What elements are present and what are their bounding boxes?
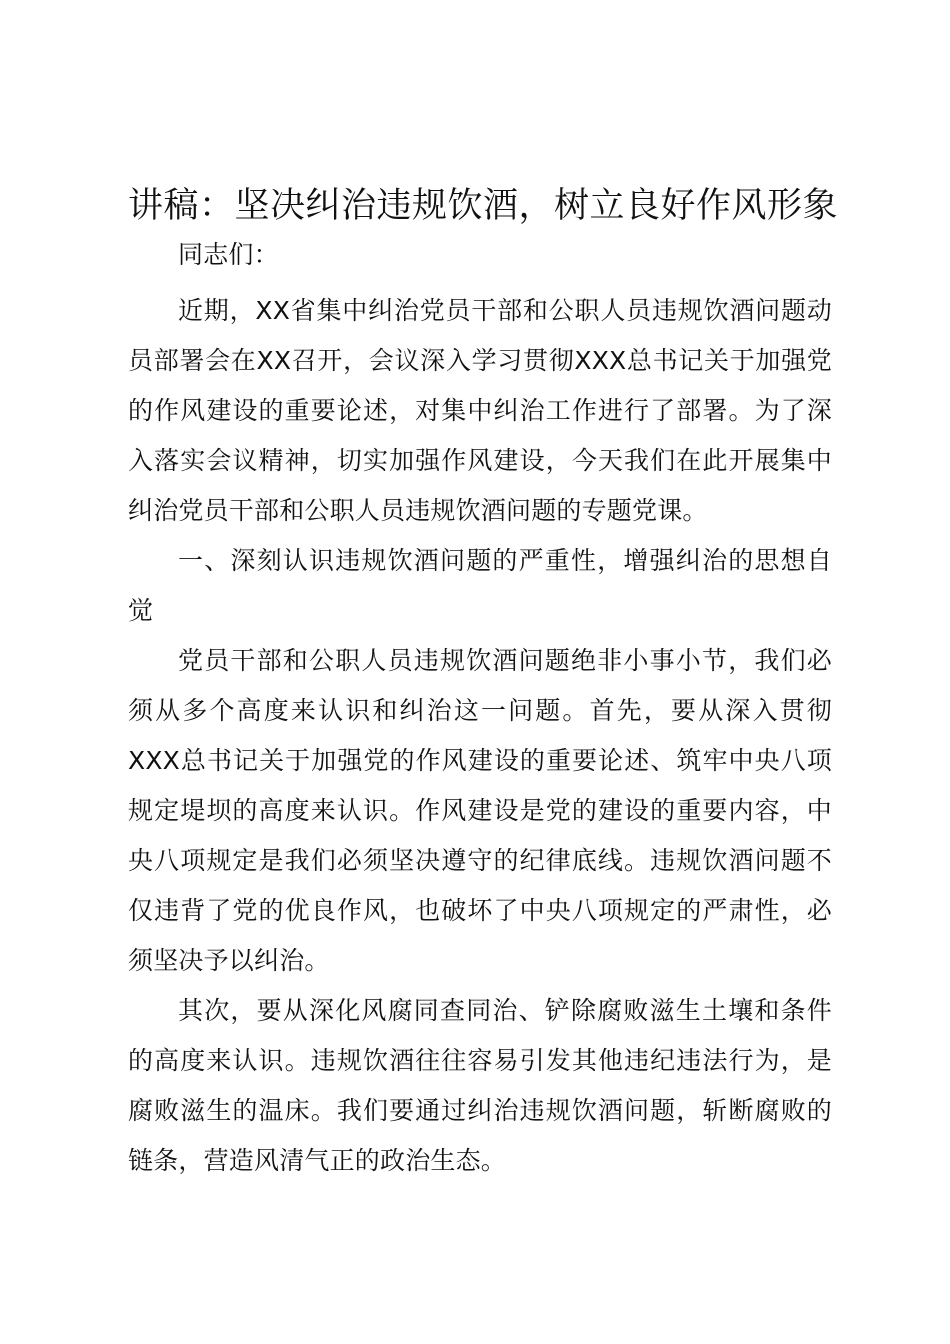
paragraph-intro: 近期，XX省集中纠治党员干部和公职人员违规饮酒问题动员部署会在XX召开，会议深入学习贯彻XXX总书记关于加强党的作风建设的重要论述，对集中纠治工作进行了部署。为了深入落实会议精神，切实加强作风建设，今天我们在此开展集中纠治党员干部和公职人员违规饮酒问题的专题党课。 <box>128 296 832 525</box>
paragraph-first: 党员干部和公职人员违规饮酒问题绝非小事小节，我们必须从多个高度来认识和纠治这一问题。首先，要从深入贯彻XXX总书记关于加强党的作风建设的重要论述、筑牢中央八项规定堤坝的高度来认识。作风建设是党的建设的重要内容，中央八项规定是我们必须坚决遵守的纪律底线。违规饮酒问题不仅违背了党的优良作风，也破坏了中央八项规定的严肃性，必须坚决予以纠治。 <box>128 646 832 975</box>
greeting: 同志们： <box>178 240 279 269</box>
document-title: 讲稿：坚决纠治违规饮酒，树立良好作风形象 <box>128 186 839 226</box>
paragraph-second: 其次，要从深化风腐同查同治、铲除腐败滋生土壤和条件的高度来认识。违规饮酒往往容易引发其他违纪违法行为，是腐败滋生的温床。我们要通过纠治违规饮酒问题，斩断腐败的链条，营造风清气正的政治生态。 <box>128 996 832 1175</box>
document-body <box>128 230 832 1186</box>
section-heading-1: 一、深刻认识违规饮酒问题的严重性，增强纠治的思想自觉 <box>128 546 832 625</box>
